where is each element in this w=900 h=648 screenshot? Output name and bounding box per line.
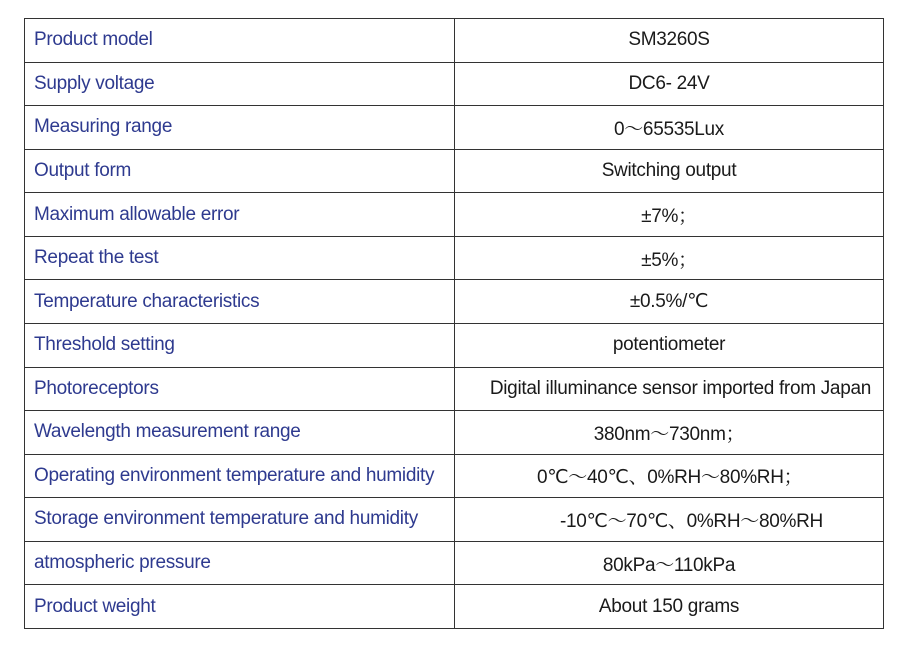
spec-label: Measuring range xyxy=(25,106,455,150)
spec-value: Switching output xyxy=(455,149,884,193)
spec-label: Supply voltage xyxy=(25,62,455,106)
spec-label: Photoreceptors xyxy=(25,367,455,411)
table-row xyxy=(25,367,884,411)
spec-label: Threshold setting xyxy=(25,323,455,367)
spec-value: SM3260S xyxy=(455,19,884,63)
spec-value: ±0.5%/℃ xyxy=(455,280,884,324)
spec-value: -10℃～70℃、0%RH～80%RH xyxy=(455,498,884,542)
table-row xyxy=(25,323,884,367)
table-row xyxy=(25,585,884,629)
table-row xyxy=(25,541,884,585)
spec-value: Digital illuminance sensor imported from Japan xyxy=(455,367,884,411)
spec-label: Repeat the test xyxy=(25,236,455,280)
table-row xyxy=(25,454,884,498)
spec-label: Storage environment temperature and humidity xyxy=(25,498,455,542)
spec-label: Operating environment temperature and humidity xyxy=(25,454,455,498)
spec-table xyxy=(24,18,884,629)
table-row xyxy=(25,498,884,542)
spec-value: potentiometer xyxy=(455,323,884,367)
table-row xyxy=(25,106,884,150)
spec-label: Output form xyxy=(25,149,455,193)
table-row xyxy=(25,62,884,106)
spec-value: 0～65535Lux xyxy=(455,106,884,150)
table-row xyxy=(25,236,884,280)
table-row xyxy=(25,411,884,455)
spec-value: 0℃～40℃、0%RH～80%RH； xyxy=(455,454,884,498)
table-row xyxy=(25,280,884,324)
spec-value: ±7%； xyxy=(455,193,884,237)
table-row xyxy=(25,193,884,237)
spec-label: Temperature characteristics xyxy=(25,280,455,324)
spec-value: 80kPa～110kPa xyxy=(455,541,884,585)
spec-label: Product model xyxy=(25,19,455,63)
spec-value: ±5%； xyxy=(455,236,884,280)
spec-label: Wavelength measurement range xyxy=(25,411,455,455)
spec-value: 380nm～730nm； xyxy=(455,411,884,455)
spec-value: About 150 grams xyxy=(455,585,884,629)
spec-label: Product weight xyxy=(25,585,455,629)
spec-value: DC6- 24V xyxy=(455,62,884,106)
spec-label: atmospheric pressure xyxy=(25,541,455,585)
table-row xyxy=(25,149,884,193)
table-row xyxy=(25,19,884,63)
spec-label: Maximum allowable error xyxy=(25,193,455,237)
